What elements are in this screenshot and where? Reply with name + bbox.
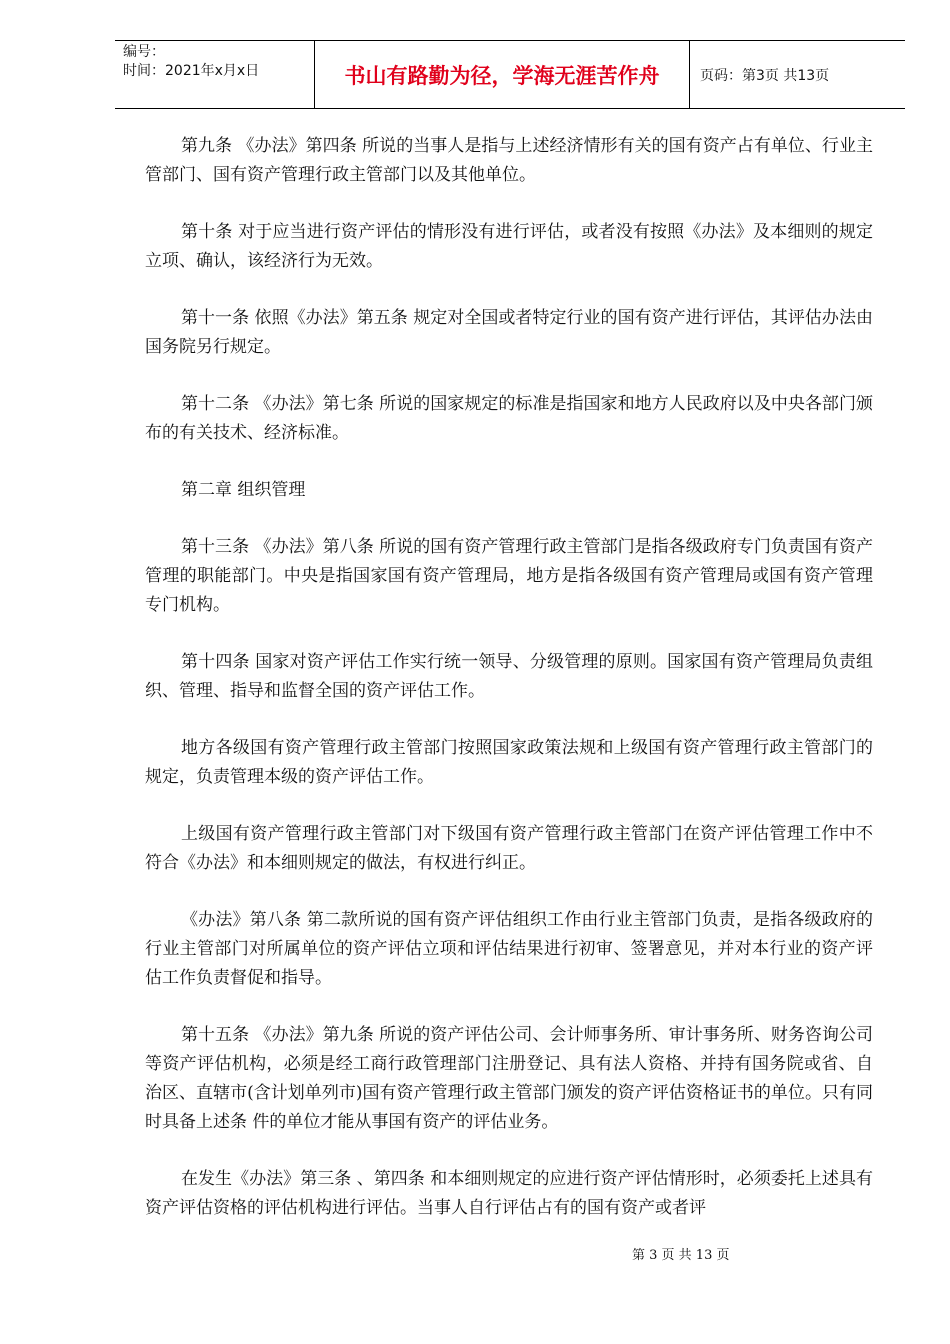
- page-header: [115, 40, 905, 109]
- paragraph: 在发生《办法》第三条 、第四条 和本细则规定的应进行资产评估情形时，必须委托上述具有资产评估资格的评估机构进行评估。当事人自行评估占有的国有资产或者评: [145, 1169, 873, 1218]
- paragraph: 第十条 对于应当进行资产评估的情形没有进行评估，或者没有按照《办法》及本细则的规定立项、确认，该经济行为无效。: [145, 222, 873, 271]
- header-motto: 书山有路勤为径，学海无涯苦作舟: [315, 41, 690, 108]
- paragraph: 《办法》第八条 第二款所说的国有资产评估组织工作由行业主管部门负责，是指各级政府的行业主管部门对所属单位的资产评估立项和评估结果进行初审、签署意见，并对本行业的资产评估工作负责督促和指导。: [145, 910, 873, 988]
- chapter-heading: 第二章 组织管理: [181, 480, 306, 500]
- paragraph: 第十五条 《办法》第九条 所说的资产评估公司、会计师事务所、审计事务所、财务咨询公司等资产评估机构，必须是经工商行政管理部门注册登记、具有法人资格、并持有国务院或省、自治区、直辖市(含计划单列市)国有资产管理行政主管部门颁发的资产评估资格证书的单位。只有同时具备上述条 件的单位才能从事国有资产的评估业务。: [145, 1025, 873, 1132]
- paragraph: 第十四条 国家对资产评估工作实行统一领导、分级管理的原则。国家国有资产管理局负责组织、管理、指导和监督全国的资产评估工作。: [145, 652, 873, 701]
- paragraph: 第九条 《办法》第四条 所说的当事人是指与上述经济情形有关的国有资产占有单位、行业主管部门、国有资产管理行政主管部门以及其他单位。: [145, 136, 873, 185]
- header-page-label: 页码：第3页 共13页: [700, 67, 830, 84]
- paragraph: 上级国有资产管理行政主管部门对下级国有资产管理行政主管部门在资产评估管理工作中不符合《办法》和本细则规定的做法，有权进行纠正。: [145, 824, 873, 873]
- serial-label: 编号：: [123, 44, 165, 60]
- page-footer: 第 3 页 共 13 页: [632, 1248, 730, 1263]
- time-label: 时间：2021年x月x日: [123, 63, 260, 79]
- paragraph: 地方各级国有资产管理行政主管部门按照国家政策法规和上级国有资产管理行政主管部门的规定，负责管理本级的资产评估工作。: [145, 738, 873, 787]
- paragraph: 第十一条 依照《办法》第五条 规定对全国或者特定行业的国有资产进行评估，其评估办法由国务院另行规定。: [145, 308, 873, 357]
- header-meta: [115, 41, 315, 108]
- document-body: [145, 132, 873, 1251]
- paragraph: 第十三条 《办法》第八条 所说的国有资产管理行政主管部门是指各级政府专门负责国有资产管理的职能部门。中央是指国家国有资产管理局，地方是指各级国有资产管理局或国有资产管理专门机构。: [145, 537, 873, 615]
- paragraph: 第十二条 《办法》第七条 所说的国家规定的标准是指国家和地方人民政府以及中央各部门颁布的有关技术、经济标准。: [145, 394, 873, 443]
